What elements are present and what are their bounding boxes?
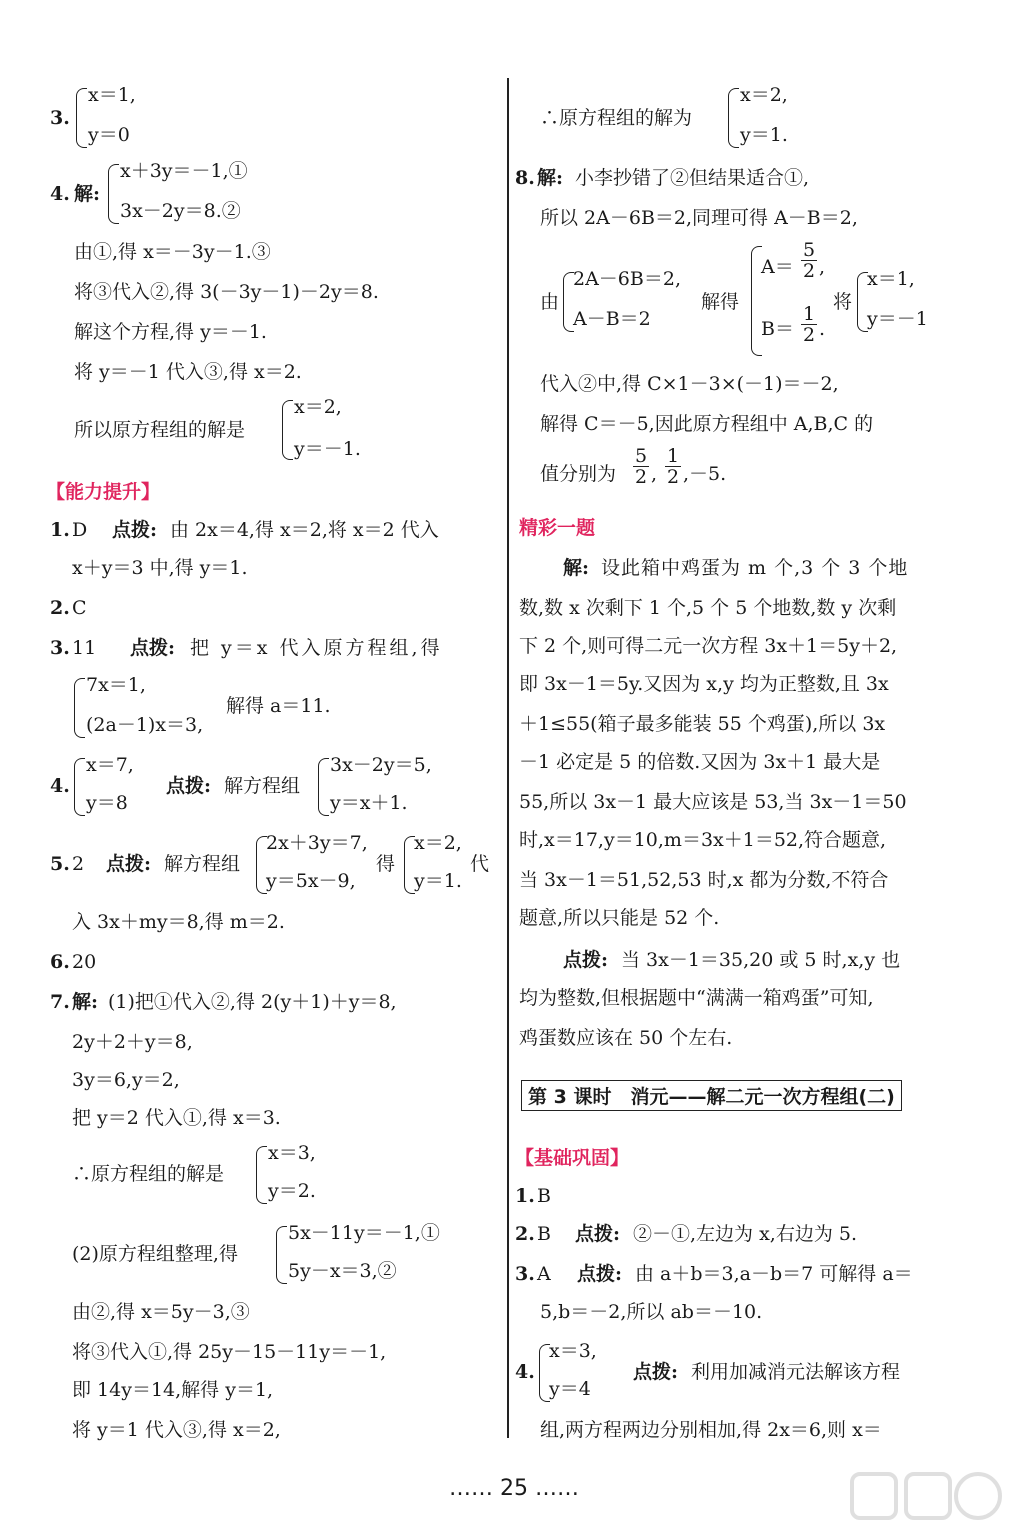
hint-label: 点拨: <box>106 853 152 875</box>
watermark-logo-icon <box>848 1470 1008 1530</box>
solution-label: 解: <box>537 167 564 189</box>
hint-label: 点拨: <box>563 949 609 971</box>
text-line: 将③代入①,得 25y－15－11y＝－1, <box>72 1341 387 1363</box>
lesson-heading: 第 3 课时 消元——解二元一次方程组(二) <box>521 1080 902 1111</box>
equation: 2A－6B＝2, <box>573 268 681 290</box>
fraction-numerator: 1 <box>666 445 680 467</box>
equation: B＝ <box>761 318 794 340</box>
solution-label: 解: <box>74 183 101 205</box>
text-line: 即 3x－1＝5y.又因为 x,y 均为正整数,且 3x <box>519 673 889 695</box>
item-number: 4. <box>515 1361 535 1383</box>
item-number: 5. <box>50 853 70 875</box>
text-line: 下 2 个,则可得二元一次方程 3x＋1＝5y＋2, <box>519 635 898 657</box>
text-line: 由 a＋b＝3,a－b＝7 可解得 a＝ <box>635 1263 913 1285</box>
hint-label: 点拨: <box>575 1223 621 1245</box>
brace <box>256 1146 267 1204</box>
brace <box>74 758 85 816</box>
text-line: 解得 a＝11. <box>226 695 331 717</box>
fraction-numerator: 5 <box>634 445 648 467</box>
text-line: 将 y＝1 代入③,得 x＝2, <box>72 1419 281 1441</box>
fraction-denominator: 2 <box>802 324 816 346</box>
brace <box>76 88 87 148</box>
text-line: 解得 <box>701 291 740 313</box>
equation: 3x－2y＝5, <box>330 754 432 776</box>
answer: D <box>72 519 88 541</box>
text-line: 利用加减消元法解该方程 <box>691 1361 901 1383</box>
text-line: 所以 2A－6B＝2,同理可得 A－B＝2, <box>540 207 858 229</box>
brace <box>318 758 329 816</box>
text-line: 5,b＝－2,所以 ab＝－10. <box>540 1301 763 1323</box>
text-line: 将③代入②,得 3(－3y－1)－2y＝8. <box>74 281 379 303</box>
brace <box>282 400 293 460</box>
equation: x＝3, <box>268 1142 316 1164</box>
fraction <box>665 446 681 487</box>
equation: y＝1. <box>414 870 462 892</box>
item-number: 3. <box>50 637 70 659</box>
text-line: 代入②中,得 C×1－3×(－1)＝－2, <box>540 373 839 395</box>
answer: A <box>537 1263 551 1285</box>
text-line: 所以原方程组的解是 <box>74 419 246 441</box>
section-heading: 【基础巩固】 <box>515 1147 630 1169</box>
text-line: 2y＋2＋y＝8, <box>72 1031 193 1053</box>
hint-label: 点拨: <box>633 1361 679 1383</box>
text-line: 把 y＝x 代入原方程组,得 <box>190 637 443 659</box>
solution-label: 解: <box>563 557 590 579</box>
text-line: ∴原方程组的解为 <box>540 107 693 129</box>
hint-label: 点拨: <box>130 637 176 659</box>
fraction-numerator: 5 <box>802 239 816 261</box>
equation: y＝8 <box>86 792 128 814</box>
text-line: 入 3x＋my＝8,得 m＝2. <box>72 911 285 933</box>
item-number: 4. <box>50 775 70 797</box>
answer: 11 <box>72 637 97 659</box>
item-number: 2. <box>50 597 70 619</box>
text-line: (1)把①代入②,得 2(y＋1)＋y＝8, <box>108 991 397 1013</box>
equation: (2a－1)x＝3, <box>86 714 204 736</box>
text-line: 代 <box>470 853 490 875</box>
text-line: 由 <box>540 291 560 313</box>
equation: y＝5x－9, <box>266 870 356 892</box>
equation: y＝2. <box>268 1180 316 1202</box>
equation: x＝2, <box>294 396 342 418</box>
item-number: 3. <box>515 1263 535 1285</box>
equation: y＝x＋1. <box>330 792 408 814</box>
brace <box>108 164 119 224</box>
equation: x＝7, <box>86 754 134 776</box>
equation: A－B＝2 <box>573 308 651 330</box>
equation: y＝－1. <box>294 438 361 460</box>
equation: 5x－11y＝－1,① <box>288 1222 440 1244</box>
column-divider <box>507 78 509 1438</box>
brace <box>276 1226 287 1284</box>
equation: A＝ <box>761 256 794 278</box>
answer: C <box>72 597 87 619</box>
text-line: 由 2x＝4,得 x＝2,将 x＝2 代入 <box>170 519 439 541</box>
item-number: 7. <box>50 991 70 1013</box>
fraction-numerator: 1 <box>802 303 816 325</box>
text-line: 55,所以 3x－1 最大应该是 53,当 3x－1＝50 <box>519 791 907 813</box>
text-line: 解方程组 <box>224 775 301 797</box>
text-line: 设此箱中鸡蛋为 m 个,3 个 3 个地 <box>601 557 909 579</box>
equation: y＝4 <box>549 1378 591 1400</box>
text-line: ＋1≤55(箱子最多能装 55 个鸡蛋),所以 3x <box>519 713 886 735</box>
fraction <box>801 240 817 281</box>
hint-label: 点拨: <box>166 775 212 797</box>
equation: 7x＝1, <box>86 674 146 696</box>
text-line: 将 y＝－1 代入③,得 x＝2. <box>74 361 302 383</box>
hint-label: 点拨: <box>577 1263 623 1285</box>
item-number: 3. <box>50 107 70 129</box>
answer: 20 <box>72 951 97 973</box>
text-line: 题意,所以只能是 52 个. <box>519 907 720 929</box>
punctuation: . <box>819 318 826 340</box>
answer: B <box>537 1223 551 1245</box>
text-line: ∴原方程组的解是 <box>72 1163 225 1185</box>
equation: 5y－x＝3,② <box>288 1260 397 1282</box>
equation: x＝2, <box>740 84 788 106</box>
equation: x＝3, <box>549 1340 597 1362</box>
item-number: 4. <box>50 183 70 205</box>
item-number: 1. <box>50 519 70 541</box>
brace <box>728 88 739 148</box>
text-line: 小李抄错了②但结果适合①, <box>575 167 810 189</box>
answer: B <box>537 1185 551 1207</box>
text-line: 解这个方程,得 y＝－1. <box>74 321 267 343</box>
text-line: 3y＝6,y＝2, <box>72 1069 180 1091</box>
page-number: …… 25 …… <box>449 1476 579 1501</box>
text-line: 时,x＝17,y＝10,m＝3x＋1＝52,符合题意, <box>519 829 887 851</box>
solution-label: 解: <box>72 991 99 1013</box>
hint-label: 点拨: <box>112 519 158 541</box>
equation: y＝1. <box>740 124 788 146</box>
answer: 2 <box>72 853 85 875</box>
text-line: 将 <box>833 291 853 313</box>
section-heading: 【能力提升】 <box>46 481 161 503</box>
text-line: 把 y＝2 代入①,得 x＝3. <box>72 1107 281 1129</box>
text-line: 由②,得 x＝5y－3,③ <box>72 1301 250 1323</box>
text-line: ,－5. <box>683 463 727 485</box>
fraction <box>633 446 649 487</box>
equation: 3x－2y＝8.② <box>120 200 241 222</box>
equation: x＋3y＝－1,① <box>120 160 248 182</box>
text-line: 解得 C＝－5,因此原方程组中 A,B,C 的 <box>540 413 874 435</box>
text-line: ②－①,左边为 x,右边为 5. <box>633 1223 858 1245</box>
fraction-denominator: 2 <box>666 466 680 488</box>
text-line: 鸡蛋数应该在 50 个左右. <box>519 1027 733 1049</box>
text-line: 当 3x－1＝35,20 或 5 时,x,y 也 <box>621 949 901 971</box>
equation: x＝1, <box>867 268 915 290</box>
punctuation: , <box>651 463 658 485</box>
equation: x＝1, <box>88 84 136 106</box>
text-line: 当 3x－1＝51,52,53 时,x 都为分数,不符合 <box>519 869 889 891</box>
brace <box>74 678 85 738</box>
text-line: －1 必定是 5 的倍数.又因为 3x＋1 最大是 <box>519 751 881 773</box>
item-number: 6. <box>50 951 70 973</box>
equation: 2x＋3y＝7, <box>266 832 368 854</box>
fraction <box>801 304 817 345</box>
text-line: x＋y＝3 中,得 y＝1. <box>72 557 248 579</box>
equation: x＝2, <box>414 832 462 854</box>
text-line: 组,两方程两边分别相加,得 2x＝6,则 x＝ <box>540 1419 882 1441</box>
section-heading: 精彩一题 <box>519 517 596 539</box>
fraction-denominator: 2 <box>802 260 816 282</box>
text-line: 解方程组 <box>164 853 241 875</box>
text-line: (2)原方程组整理,得 <box>72 1243 238 1265</box>
text-line: 值分别为 <box>540 463 617 485</box>
item-number: 1. <box>515 1185 535 1207</box>
equation: y＝－1 <box>867 308 928 330</box>
item-number: 2. <box>515 1223 535 1245</box>
text-line: 数,数 x 次剩下 1 个,5 个 5 个地数,数 y 次剩 <box>519 597 897 619</box>
text-line: 由①,得 x＝－3y－1.③ <box>74 241 271 263</box>
item-number: 8. <box>515 167 535 189</box>
text-line: 即 14y＝14,解得 y＝1, <box>72 1379 274 1401</box>
punctuation: , <box>819 256 826 278</box>
fraction-denominator: 2 <box>634 466 648 488</box>
text-line: 得 <box>376 853 396 875</box>
equation: y＝0 <box>88 124 130 146</box>
text-line: 均为整数,但根据题中“满满一箱鸡蛋”可知, <box>519 987 874 1009</box>
